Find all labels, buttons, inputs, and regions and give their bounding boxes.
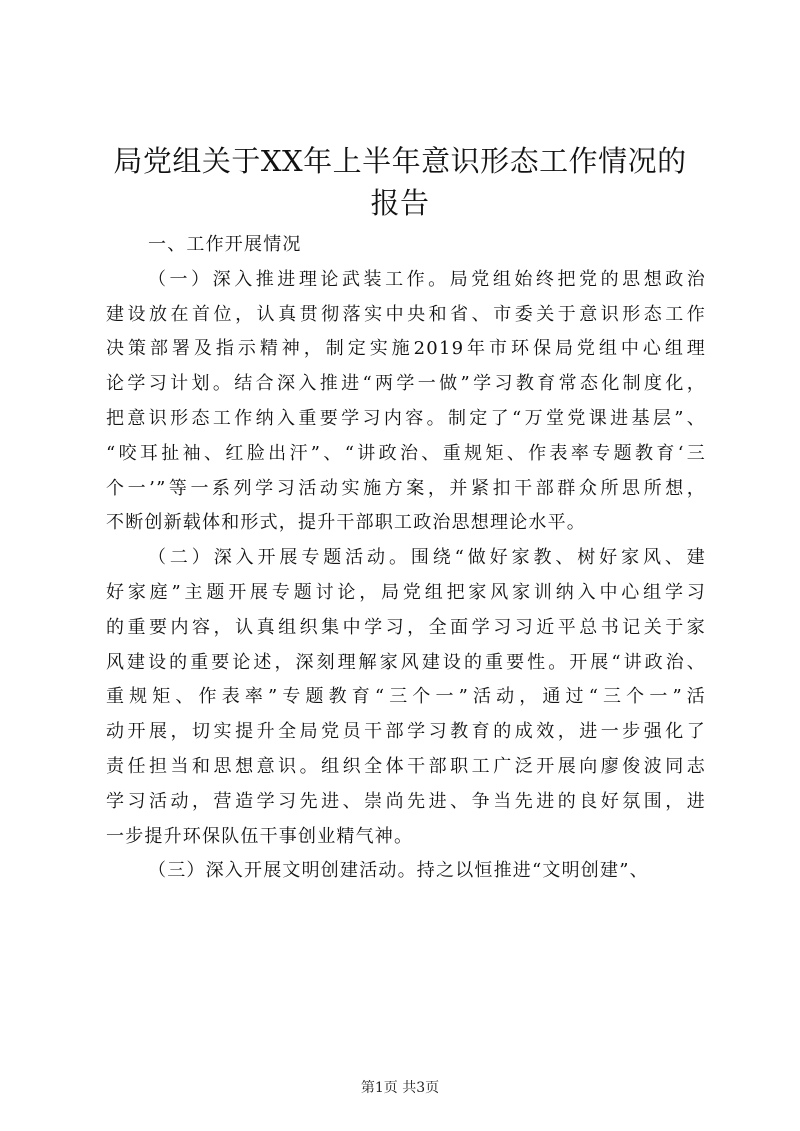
paragraph-line: 动开展，切实提升全局党员干部学习教育的成效，进一步强化了	[106, 721, 706, 743]
paragraph-line: 不断创新载体和形式，提升干部职工政治思想理论水平。	[106, 512, 586, 534]
paragraph-line: 好家庭”主题开展专题讨论，局党组把家风家训纳入中心组学习	[106, 581, 706, 603]
paragraph-3	[106, 854, 706, 889]
title-line: 局党组关于XX年上半年意识形态工作情况的	[113, 144, 687, 178]
page-footer: 第1页 共3页	[360, 1080, 440, 1096]
paragraph-line: （二）深入开展专题活动。围绕“做好家教、树好家风、建	[148, 547, 706, 569]
paragraph-line: 责任担当和思想意识。组织全体干部职工广泛开展向廖俊波同志	[106, 755, 706, 777]
document-title	[100, 140, 700, 224]
paragraph-line: （一）深入推进理论武装工作。局党组始终把党的思想政治	[148, 268, 706, 290]
title-line: 报告	[370, 186, 430, 220]
paragraph-line: （三）深入开展文明创建活动。持之以恒推进“文明创建”、	[148, 860, 649, 882]
paragraph-1	[106, 263, 706, 541]
paragraph-line: 重规矩、作表率”专题教育“三个一”活动，通过“三个一”活	[106, 686, 706, 708]
paragraph-2	[106, 541, 706, 854]
paragraph-line: 建设放在首位，认真贯彻落实中央和省、市委关于意识形态工作	[106, 303, 706, 325]
paragraph-line: 个一’”等一系列学习活动实施方案，并紧扣干部群众所思所想，	[106, 477, 706, 499]
paragraph-line: 的重要内容，认真组织集中学习，全面学习习近平总书记关于家	[106, 616, 706, 638]
paragraph-line: 学习活动，营造学习先进、崇尚先进、争当先进的良好氛围，进	[106, 790, 706, 812]
paragraph-line: 把意识形态工作纳入重要学习内容。制定了“万堂党课进基层”、	[106, 407, 706, 429]
paragraph-line: “咬耳扯袖、红脸出汗”、“讲政治、重规矩、作表率专题教育‘三	[106, 442, 706, 464]
paragraph-line: 决策部署及指示精神，制定实施2019年市环保局党组中心组理	[106, 338, 706, 360]
paragraph-line: 论学习计划。结合深入推进“两学一做”学习教育常态化制度化，	[106, 373, 706, 395]
paragraph-line: 风建设的重要论述，深刻理解家风建设的重要性。开展“讲政治、	[106, 651, 706, 673]
section-heading: 一、工作开展情况	[148, 234, 302, 255]
paragraph-line: 一步提升环保队伍干事创业精气神。	[106, 825, 414, 847]
document-body	[106, 228, 706, 889]
